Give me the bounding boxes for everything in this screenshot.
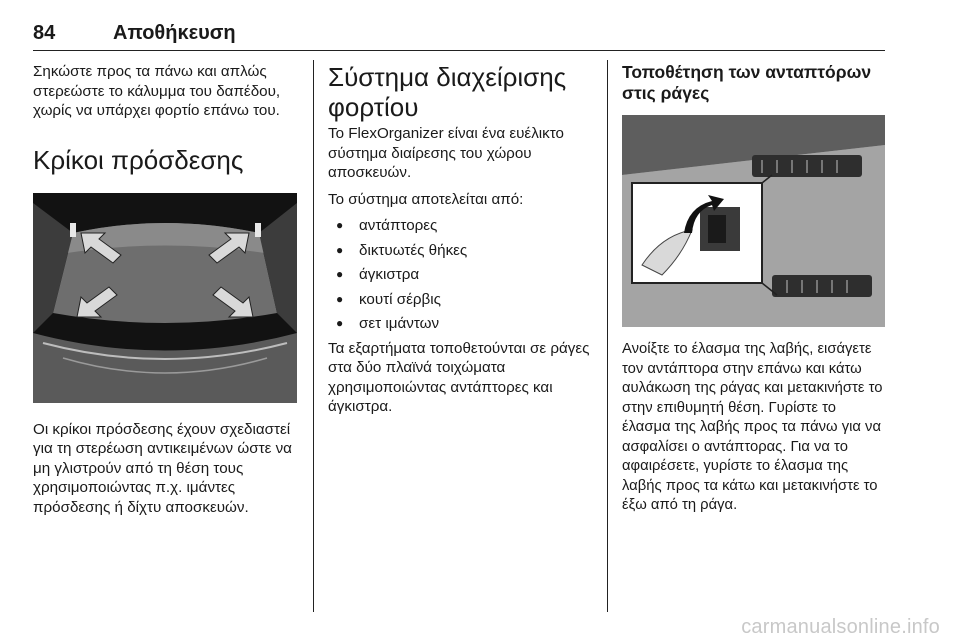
trunk-tie-down-illustration [33, 193, 297, 403]
column-3 [622, 62, 886, 516]
adapter-install-paragraph: Ανοίξτε το έλασμα της λαβής, εισάγετε τον αντάπτορα στην επάνω και κάτω αυλάκωση της ράγας και μετακινήστε το στην επιθυμητή θέση. Γυρίστε το έλασμα της λαβής προς τα πάνω για να ασφαλίσει ο αντάπτορας. Για να το αφαιρέσετε, γυρίστε το έλασμα της λαβής προς τα κάτω και μετακινήστε το έξω από τη ράγα. [622, 341, 883, 513]
intro-paragraph: Σηκώστε προς τα πάνω και απλώς στερεώστε το κάλυμμα του δαπέδου, χωρίς να υπάρχει φορτίο επάνω του. [33, 63, 281, 119]
column-1 [33, 62, 303, 517]
column-divider-2 [607, 60, 608, 612]
list-item: ● κουτί σέρβις [328, 290, 594, 315]
component-list [328, 216, 594, 339]
list-item: ● δικτυωτές θήκες [328, 241, 594, 266]
flexorganizer-paragraph: Το FlexOrganizer είναι ένα ευέλικτο σύστημα διαίρεσης του χώρου αποσκευών. [328, 125, 564, 181]
load-management-heading: Σύστημα διαχείρισης φορτίου [328, 62, 567, 122]
column-2 [328, 62, 594, 417]
tie-down-heading: Κρίκοι πρόσδεσης [33, 144, 244, 175]
column-divider-1 [313, 60, 314, 612]
tie-down-paragraph: Οι κρίκοι πρόσδεσης έχουν σχεδιαστεί για τη στερέωση αντικειμένων ώστε να μη γλιστρούν από τη θέση τους χρησιμοποιώντας π.χ. ιμάντες πρόσδεσης ή δίχτυ αποσκευών. [33, 420, 292, 516]
section-title: Αποθήκευση [113, 22, 236, 44]
list-item: ● σετ ιμάντων [328, 314, 594, 339]
page-number: 84 [33, 22, 56, 44]
adapter-install-heading: Τοποθέτηση των ανταπτόρων στις ράγες [622, 62, 872, 103]
watermark: carmanualsonline.info [741, 616, 940, 638]
list-item: ● αντάπτορες [328, 216, 594, 241]
adapter-rail-illustration [622, 115, 885, 327]
system-consists-paragraph: Το σύστημα αποτελείται από: [328, 190, 524, 208]
list-item: ● άγκιστρα [328, 265, 594, 290]
page-header [33, 22, 885, 51]
components-placement-paragraph: Τα εξαρτήματα τοποθετούνται σε ράγες στα δύο πλαϊνά τοιχώματα χρησιμοποιώντας αντάπτορες και άγκιστρα. [328, 339, 590, 415]
